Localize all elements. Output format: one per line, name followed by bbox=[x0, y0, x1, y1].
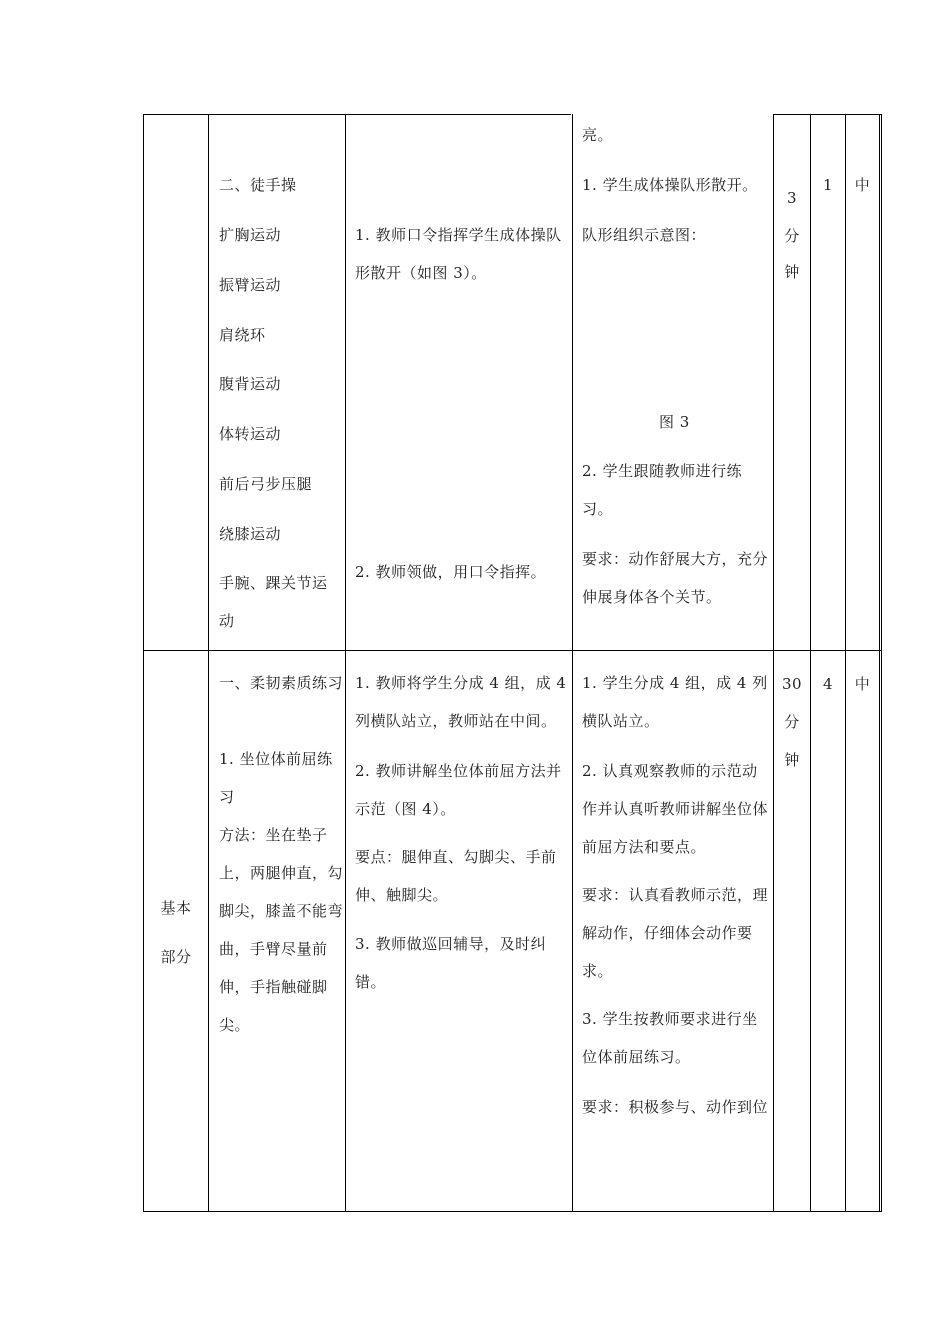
student-activity: 要求：认真看教师示范，理解动作，仔细体会动作要求。 bbox=[582, 886, 769, 980]
time-value: 30 bbox=[781, 675, 803, 693]
time-value: 3 bbox=[786, 189, 798, 207]
content-item: 扩胸运动 bbox=[219, 226, 282, 244]
time-unit: 分 bbox=[784, 227, 800, 245]
teacher-activity: 1. 教师口令指挥学生成体操队形散开（如图 3）。 bbox=[355, 226, 562, 282]
teacher-activity: 2. 教师讲解坐位体前屈方法并示范（图 4）。 bbox=[355, 762, 562, 818]
content-item: 前后弓步压腿 bbox=[219, 475, 313, 493]
content-item: 腹背运动 bbox=[219, 375, 282, 393]
count-value: 4 bbox=[822, 675, 834, 693]
student-activity: 2. 学生跟随教师进行练习。 bbox=[582, 462, 743, 518]
student-activity: 3. 学生按教师要求进行坐位体前屈练习。 bbox=[582, 1010, 758, 1066]
teacher-activity: 要点：腿伸直、勾脚尖、手前伸、触脚尖。 bbox=[355, 848, 557, 904]
figure-caption: 图 3 bbox=[659, 413, 690, 431]
intensity-value: 中 bbox=[854, 675, 871, 693]
content-item: 1. 坐位体前屈练习 bbox=[219, 750, 333, 806]
student-activity: 要求：积极参与、动作到位 bbox=[582, 1098, 769, 1116]
time-unit: 钟 bbox=[784, 751, 800, 769]
content-item: 绕膝运动 bbox=[219, 525, 282, 543]
teacher-activity: 1. 教师将学生分成 4 组，成 4 列横队站立，教师站在中间。 bbox=[355, 674, 567, 730]
content-item: 手腕、踝关节运动 bbox=[219, 574, 328, 630]
student-activity: 亮。 bbox=[582, 126, 614, 144]
time-unit: 钟 bbox=[784, 263, 800, 281]
time-unit: 分 bbox=[784, 713, 800, 731]
student-activity: 1. 学生成体操队形散开。 bbox=[582, 176, 758, 194]
student-activity: 要求：动作舒展大方，充分伸展身体各个关节。 bbox=[582, 550, 769, 606]
content-item: 体转运动 bbox=[219, 425, 282, 443]
teacher-activity: 3. 教师做巡回辅导，及时纠错。 bbox=[355, 935, 547, 991]
section-label: 部分 bbox=[160, 948, 192, 966]
student-activity: 1. 学生分成 4 组，成 4 列横队站立。 bbox=[582, 674, 768, 730]
content-title: 一、柔韧素质练习 bbox=[219, 674, 344, 692]
intensity-value: 中 bbox=[854, 176, 871, 194]
section-label: 基本 bbox=[160, 899, 192, 917]
teacher-activity: 2. 教师领做，用口令指挥。 bbox=[355, 563, 547, 581]
content-title: 二、徒手操 bbox=[219, 176, 297, 194]
student-activity: 2. 认真观察教师的示范动作并认真听教师讲解坐位体前屈方法和要点。 bbox=[582, 762, 769, 856]
student-activity: 队形组织示意图： bbox=[582, 226, 707, 244]
content-item: 肩绕环 bbox=[219, 326, 266, 344]
content-method: 方法：坐在垫子上，两腿伸直，勾脚尖，膝盖不能弯曲，手臂尽量前伸，手指触碰脚尖。 bbox=[219, 826, 344, 1034]
count-value: 1 bbox=[822, 176, 834, 194]
content-item: 振臂运动 bbox=[219, 276, 282, 294]
